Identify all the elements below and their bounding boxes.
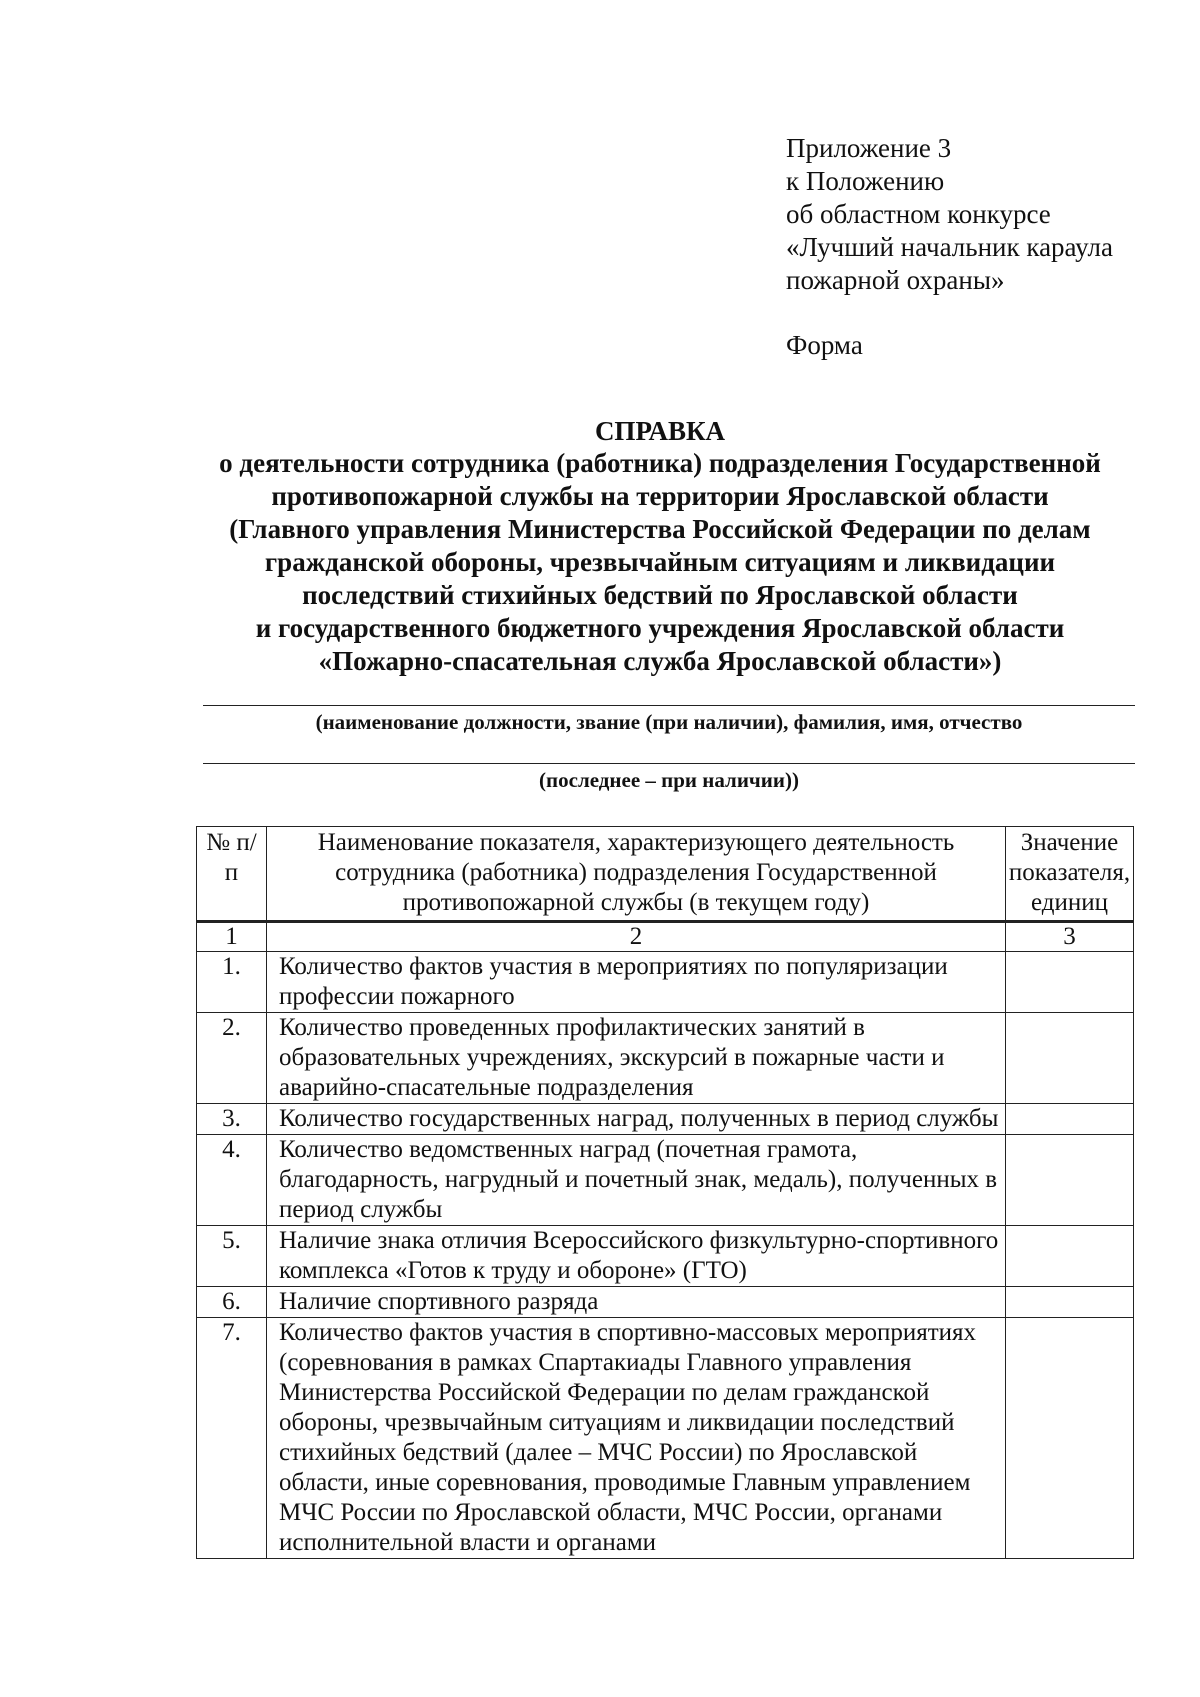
title-main: СПРАВКА: [594, 416, 726, 446]
fill-in-line-1[interactable]: [203, 705, 1135, 706]
row-value-cell[interactable]: [1006, 1013, 1134, 1104]
row-value-cell[interactable]: [1006, 952, 1134, 1013]
form-label: Форма: [786, 330, 863, 360]
table-header-row: [197, 827, 1134, 922]
appendix-line: об областном конкурсе: [786, 199, 1051, 229]
header-value: Значение показателя, единиц: [1006, 827, 1134, 922]
row-number: 6.: [197, 1287, 267, 1318]
column-number-row: [197, 922, 1134, 952]
title-line: (Главного управления Министерства Российской Федерации по делам: [229, 514, 1091, 544]
fill-in-caption-1: (наименование должности, звание (при наличии), фамилия, имя, отчество: [315, 710, 1023, 734]
table-row: [197, 1226, 1134, 1287]
row-indicator: Количество государственных наград, полученных в период службы: [267, 1104, 1006, 1135]
title-line: и государственного бюджетного учреждения Ярославской области: [255, 613, 1065, 643]
row-value-cell[interactable]: [1006, 1287, 1134, 1318]
appendix-line: «Лучший начальник караула: [786, 232, 1113, 262]
title-line: «Пожарно-спасательная служба Ярославской области»): [318, 646, 1002, 676]
column-number: 3: [1006, 922, 1134, 952]
column-number: 2: [267, 922, 1006, 952]
table-row: [197, 1318, 1134, 1559]
column-number: 1: [197, 922, 267, 952]
row-value-cell[interactable]: [1006, 1104, 1134, 1135]
row-indicator: Наличие спортивного разряда: [267, 1287, 1006, 1318]
table-row: [197, 1013, 1134, 1104]
row-number: 5.: [197, 1226, 267, 1287]
title-line: гражданской обороны, чрезвычайным ситуациям и ликвидации: [264, 547, 1056, 577]
table-row: [197, 1104, 1134, 1135]
table-row: [197, 952, 1134, 1013]
appendix-line: Приложение 3: [786, 133, 952, 163]
row-number: 7.: [197, 1318, 267, 1559]
fill-in-caption-2: (последнее – при наличии)): [539, 768, 799, 792]
row-number: 2.: [197, 1013, 267, 1104]
row-indicator: Количество ведомственных наград (почетная грамота, благодарность, нагрудный и почетный знак, медаль), полученных в период службы: [267, 1135, 1006, 1226]
header-indicator: Наименование показателя, характеризующего деятельность сотрудника (работника) подразделения Государственной противопожарной службы (в текущем году): [267, 827, 1006, 922]
header-num: № п/п: [197, 827, 267, 922]
appendix-block: [786, 132, 1113, 362]
row-indicator: Количество проведенных профилактических занятий в образовательных учреждениях, экскурсий в пожарные части и аварийно-спасательные подразделения: [267, 1013, 1006, 1104]
row-value-cell[interactable]: [1006, 1318, 1134, 1559]
title-line: противопожарной службы на территории Ярославской области: [271, 481, 1049, 511]
row-value-cell[interactable]: [1006, 1135, 1134, 1226]
row-number: 3.: [197, 1104, 267, 1135]
indicators-table: [196, 826, 1134, 1559]
title-line: о деятельности сотрудника (работника) подразделения Государственной: [219, 448, 1101, 478]
row-indicator: Количество фактов участия в спортивно-массовых мероприятиях (соревнования в рамках Спартакиады Главного управления Министерства Российской Федерации по делам гражданской обороны, чрезвычайным ситуациям и ликвидации последствий стихийных бедствий (далее – МЧС России) по Ярославской области, иные соревнования, проводимые Главным управлением МЧС России по Ярославской области, МЧС России, органами исполнительной власти и органами: [267, 1318, 1006, 1559]
table-row: [197, 1287, 1134, 1318]
appendix-line: к Положению: [786, 166, 945, 196]
row-value-cell[interactable]: [1006, 1226, 1134, 1287]
row-indicator: Наличие знака отличия Всероссийского физкультурно-спортивного комплекса «Готов к труду и обороне» (ГТО): [267, 1226, 1006, 1287]
row-indicator: Количество фактов участия в мероприятиях по популяризации профессии пожарного: [267, 952, 1006, 1013]
row-number: 1.: [197, 952, 267, 1013]
table-row: [197, 1135, 1134, 1226]
row-number: 4.: [197, 1135, 267, 1226]
document-title: [190, 415, 1130, 678]
appendix-line: пожарной охраны»: [786, 265, 1005, 295]
title-line: последствий стихийных бедствий по Ярославской области: [302, 580, 1018, 610]
fill-in-line-2[interactable]: [203, 763, 1135, 764]
